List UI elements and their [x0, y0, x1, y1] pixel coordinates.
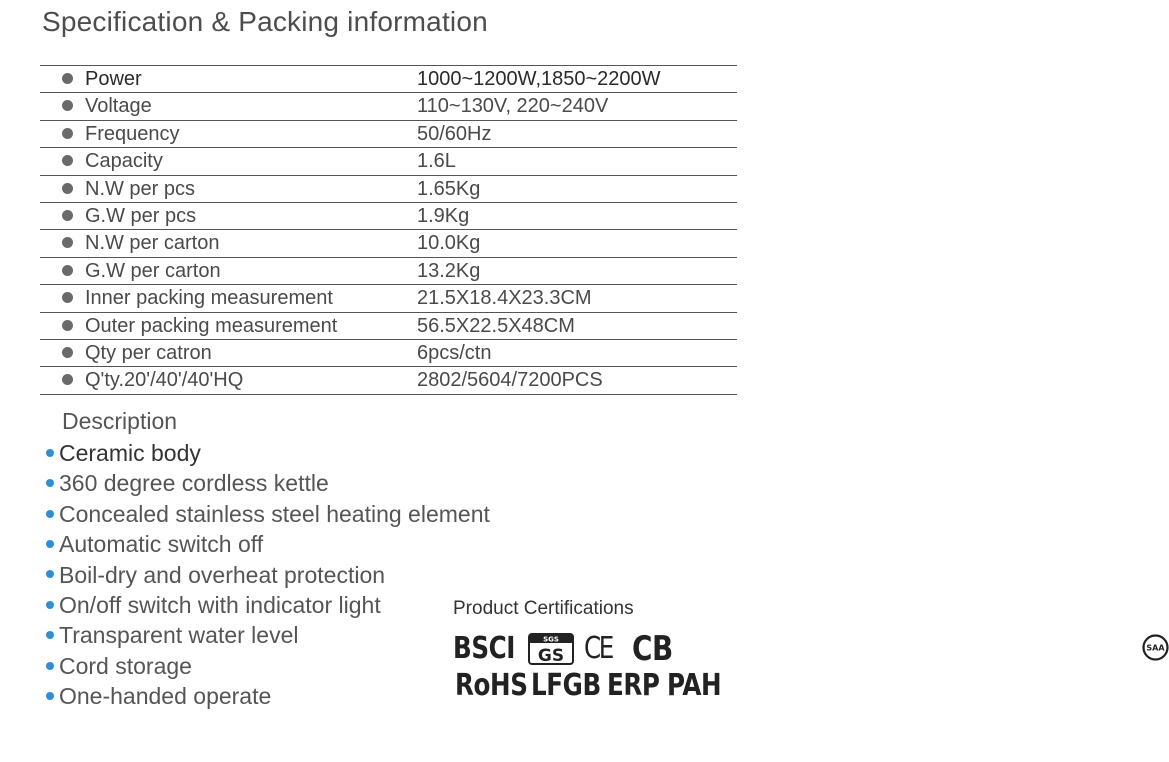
spec-label: Qty per catron — [85, 341, 212, 364]
dot-icon — [46, 570, 54, 578]
dot-icon — [46, 510, 54, 518]
spec-value: 1.9Kg — [417, 204, 470, 227]
pah-mark: PAH — [667, 668, 722, 703]
bullet-icon — [62, 183, 73, 194]
spec-label: Power — [85, 68, 142, 90]
list-item-text: Boil-dry and overheat protection — [59, 561, 386, 588]
cb-mark: CB — [632, 629, 673, 669]
dot-icon — [46, 631, 54, 639]
dot-icon — [46, 601, 54, 609]
bullet-icon — [62, 155, 73, 166]
list-item — [46, 499, 490, 529]
bullet-icon — [62, 128, 73, 139]
spec-value: 2802/5604/7200PCS — [417, 369, 603, 392]
list-item — [46, 620, 490, 650]
spec-label: Capacity — [85, 150, 163, 173]
spec-label: G.W per carton — [85, 259, 221, 282]
bullet-icon — [62, 374, 73, 385]
spec-value: 1.6L — [417, 150, 456, 173]
spec-label: Frequency — [85, 122, 180, 145]
list-item-text: One-handed operate — [59, 683, 272, 710]
list-item — [46, 681, 490, 711]
spec-value: 1000~1200W,1850~2200W — [417, 68, 661, 90]
dot-icon — [46, 540, 54, 548]
list-item-text: 360 degree cordless kettle — [59, 470, 329, 497]
spec-value: 21.5X18.4X23.3CM — [417, 287, 592, 310]
list-item — [46, 590, 490, 620]
spec-label: Outer packing measurement — [85, 314, 338, 337]
list-item — [46, 468, 490, 498]
gs-label: GS — [537, 646, 565, 666]
dot-icon — [46, 662, 54, 670]
bsci-mark: BSCI — [453, 631, 516, 666]
spec-row-frequency — [40, 121, 737, 148]
bullet-icon — [62, 265, 73, 276]
spec-row-capacity — [40, 148, 737, 175]
dot-icon — [46, 692, 54, 700]
ce-mark: CE — [584, 631, 612, 666]
saa-certification-icon — [1142, 634, 1169, 661]
list-item-text: On/off switch with indicator light — [59, 591, 381, 618]
spec-row-gw-per-carton — [40, 258, 737, 285]
spec-label: Voltage — [85, 95, 152, 118]
spec-label: Q'ty.20'/40'/40'HQ — [85, 369, 244, 392]
list-item-text: Cord storage — [59, 652, 192, 679]
list-item — [46, 651, 490, 681]
erp-mark: ERP — [607, 668, 660, 703]
spec-row-inner-packing — [40, 285, 737, 312]
gs-top-label: SGS — [543, 635, 559, 644]
spec-label: N.W per pcs — [85, 177, 196, 200]
bullet-icon — [62, 210, 73, 221]
spec-table — [40, 65, 737, 395]
saa-label: SAA — [1146, 643, 1165, 653]
spec-label: G.W per pcs — [85, 204, 197, 227]
spec-value: 13.2Kg — [417, 259, 481, 282]
spec-label: Inner packing measurement — [85, 287, 333, 310]
dot-icon — [46, 479, 54, 487]
spec-value: 1.65Kg — [417, 177, 481, 200]
spec-row-outer-packing — [40, 313, 737, 340]
spec-row-gw-per-pcs — [40, 203, 737, 230]
spec-value: 110~130V, 220~240V — [417, 95, 609, 118]
bullet-icon — [62, 320, 73, 331]
bullet-icon — [62, 347, 73, 358]
list-item — [46, 560, 490, 590]
gs-certification-icon — [528, 633, 574, 665]
list-item-text: Concealed stainless steel heating element — [59, 500, 490, 527]
bullet-icon — [62, 292, 73, 303]
spec-row-nw-per-pcs — [40, 176, 737, 203]
lfgb-mark: LFGB — [531, 668, 601, 703]
description-heading: Description — [62, 408, 178, 434]
bullet-icon — [62, 73, 73, 84]
spec-value: 56.5X22.5X48CM — [417, 314, 575, 337]
spec-row-power — [40, 66, 737, 93]
spec-value: 10.0Kg — [417, 232, 481, 255]
list-item — [46, 438, 490, 468]
description-list — [46, 438, 490, 712]
page-title: Specification & Packing information — [42, 6, 488, 37]
spec-value: 50/60Hz — [417, 122, 492, 145]
certifications-title: Product Certifications — [453, 598, 634, 619]
list-item-text: Transparent water level — [59, 622, 299, 649]
spec-row-qty-per-carton — [40, 340, 737, 367]
list-item-text: Ceramic body — [59, 440, 201, 466]
dot-icon — [46, 449, 54, 457]
bullet-icon — [62, 100, 73, 111]
bullet-icon — [62, 237, 73, 248]
spec-label: N.W per carton — [85, 232, 220, 255]
spec-row-container-qty — [40, 367, 737, 394]
list-item — [46, 529, 490, 559]
rohs-mark: RoHS — [455, 668, 528, 703]
list-item-text: Automatic switch off — [59, 531, 264, 558]
spec-row-nw-per-carton — [40, 230, 737, 257]
spec-row-voltage — [40, 93, 737, 120]
spec-value: 6pcs/ctn — [417, 341, 492, 364]
